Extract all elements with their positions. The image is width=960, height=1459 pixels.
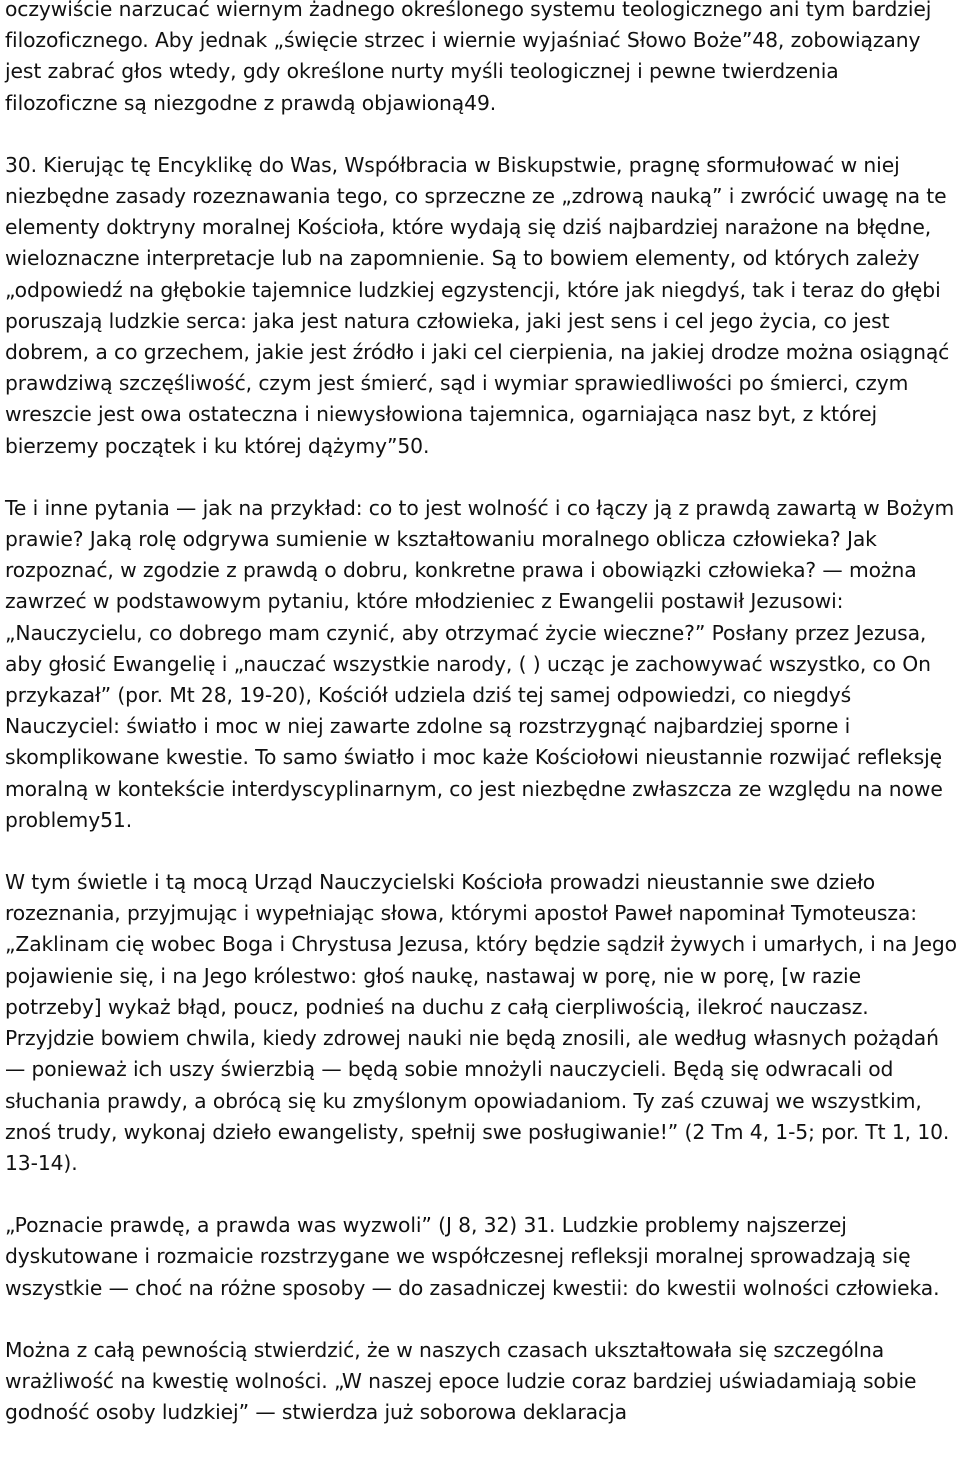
paragraph-section-30: 30. Kierując tę Encyklikę do Was, Współbracia w Biskupstwie, pragnę sformułować w niej niezbędne zasady rozeznawania tego, co sprzeczne ze „zdrową nauką” i zwrócić uwagę na te elementy doktryny moralnej Kościoła, które wydają się dziś najbardziej narażone na błędne, wieloznaczne interpretacje lub na zapomnienie. Są to bowiem elementy, od których zależy „odpowiedź na głębokie tajemnice ludzkiej egzystencji, które jak niegdyś, tak i teraz do głębi poruszają ludzkie serca: jaka jest natura człowieka, jaki jest sens i cel jego życia, co jest dobrem, a co grzechem, jakie jest źródło i jaki cel cierpienia, na jakiej drodze można osiągnąć prawdziwą szczęśliwość, czym jest śmierć, sąd i wymiar sprawiedliwości po śmierci, czym wreszcie jest owa ostateczna i niewysłowiona tajemnica, ogarniająca nasz byt, z której bierzemy początek i ku której dążymy”50.: [5, 152, 950, 458]
paragraph-truth-freedom: „Poznacie prawdę, a prawda was wyzwoli” (J 8, 32) 31. Ludzkie problemy najszerzej dyskutowane i rozmaicie rozstrzygane we współczesnej refleksji moralnej sprowadzają się wszystkie — choć na różne sposoby — do zasadniczej kwestii: do kwestii wolności człowieka.: [5, 1213, 940, 1300]
document-page: [5, 0, 957, 1459]
paragraph-questions: Te i inne pytania — jak na przykład: co to jest wolność i co łączy ją z prawdą zawartą w Bożym prawie? Jaką rolę odgrywa sumienie w kształtowaniu moralnego oblicza człowieka? Jak rozpoznać, w zgodzie z prawdą o dobru, konkretne prawa i obowiązki człowieka? — można zawrzeć w podstawowym pytaniu, które młodzieniec z Ewangelii postawił Jezusowi: „Nauczycielu, co dobrego mam czynić, aby otrzymać życie wieczne?” Posłany przez Jezusa, aby głosić Ewangelię i „nauczać wszystkie narody, ( ) ucząc je zachowywać wszystko, co On przykazał” (por. Mt 28, 19-20), Kościół udziela dziś tej samej odpowiedzi, co niegdyś Nauczyciel: światło i moc w niej zawarte zdolne są rozstrzygnąć najbardziej sporne i skomplikowane kwestie. To samo światło i moc każe Kościołowi nieustannie rozwijać refleksję moralną w kontekście interdyscyplinarnym, co jest niezbędne zwłaszcza ze względu na nowe problemy51.: [5, 495, 955, 832]
paragraph-continuation: oczywiście narzucać wiernym żadnego określonego systemu teologicznego ani tym bardziej filozoficznego. Aby jednak „święcie strzec i wiernie wyjaśniać Słowo Boże”48, zobowiązany jest zabrać głos wtedy, gdy określone nurty myśli teologicznej i pewne twierdzenia filozoficzne są niezgodne z prawdą objawioną49.: [5, 0, 932, 115]
paragraph-magisterium: W tym świetle i tą mocą Urząd Nauczycielski Kościoła prowadzi nieustannie swe dzieło rozeznania, przyjmując i wypełniając słowa, którymi apostoł Paweł napominał Tymoteusza: „Zaklinam cię wobec Boga i Chrystusa Jezusa, który będzie sądził żywych i umarłych, i na Jego pojawienie się, i na Jego królestwo: głoś naukę, nastawaj w porę, nie w porę, [w razie potrzeby] wykaż błąd, poucz, podnieś na duchu z całą cierpliwością, ilekroć nauczasz. Przyjdzie bowiem chwila, kiedy zdrowej nauki nie będą znosili, ale według własnych pożądań — ponieważ ich uszy świerzbią — będą sobie mnożyli nauczycieli. Będą się odwracali od słuchania prawdy, a obrócą się ku zmyślonym opowiadaniom. Ty zaś czuwaj we wszystkim, znoś trudy, wykonaj dzieło ewangelisty, spełnij swe posługiwanie!” (2 Tm 4, 1-5; por. Tt 1, 10. 13-14).: [5, 870, 957, 1175]
paragraph-sensitivity-freedom: Można z całą pewnością stwierdzić, że w naszych czasach ukształtowała się szczególna wrażliwość na kwestię wolności. „W naszej epoce ludzie coraz bardziej uświadamiają sobie godność osoby ludzkiej” — stwierdza już soborowa deklaracja: [5, 1337, 917, 1425]
